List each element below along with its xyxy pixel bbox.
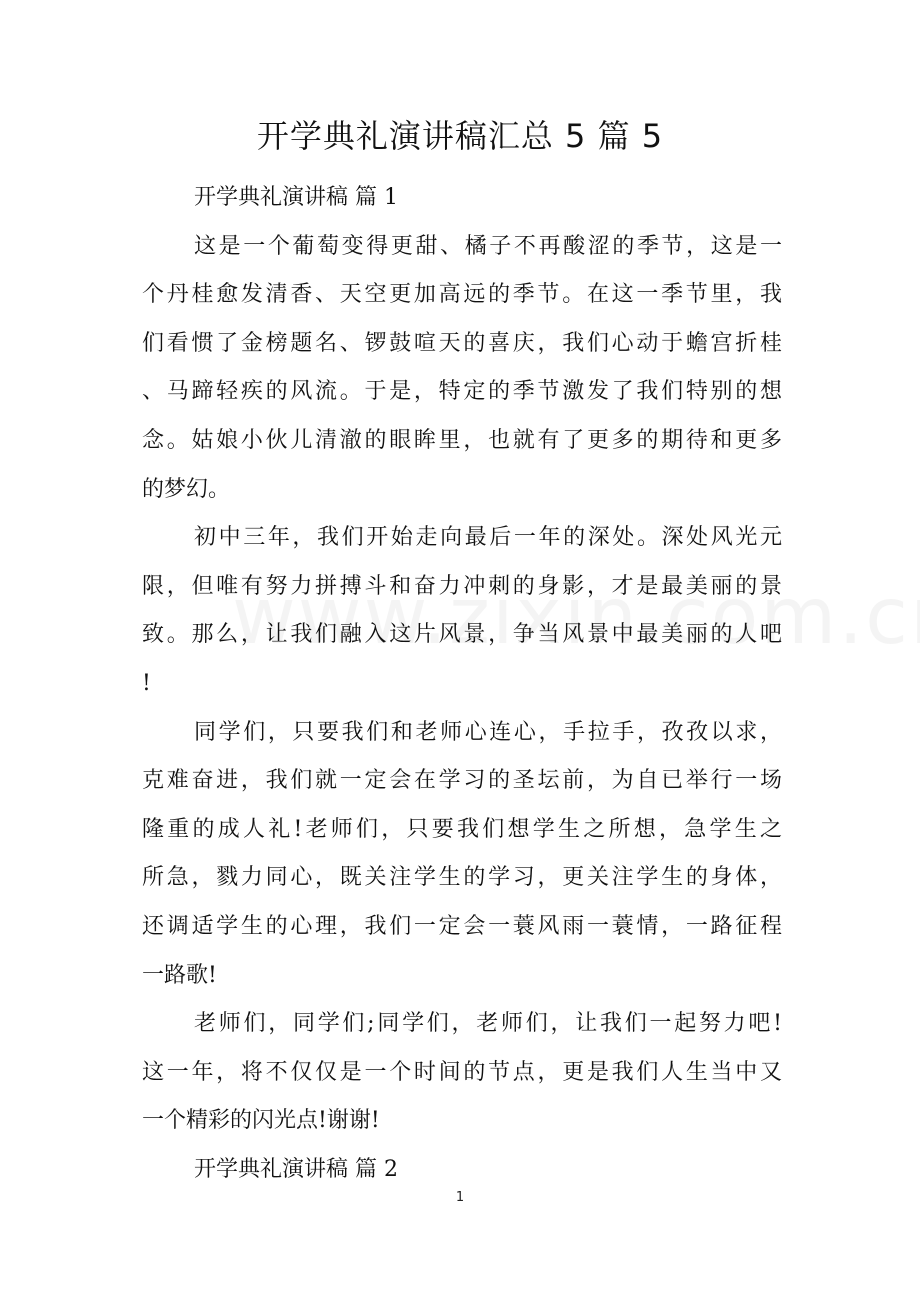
paragraph-line: 致。那么，让我们融入这片风景，争当风景中最美丽的人吧	[142, 622, 782, 648]
paragraph-line: 初中三年，我们开始走向最后一年的深处。深处风光元	[194, 525, 782, 551]
paragraph-line: 限，但唯有努力拼搏斗和奋力冲刺的身影，才是最美丽的景	[142, 573, 782, 599]
paragraph-line: !	[142, 670, 151, 696]
paragraph-line: 克难奋进，我们就一定会在学习的圣坛前，为自已举行一场	[142, 768, 782, 794]
page-number: 1	[455, 1190, 465, 1205]
section-heading-2: 开学典礼演讲稿 篇 2	[194, 1156, 398, 1182]
paragraph-2	[142, 514, 782, 708]
paragraph-line: 、马蹄轻疾的风流。于是，特定的季节激发了我们特别的想	[142, 379, 782, 405]
paragraph-line: 这是一个葡萄变得更甜、橘子不再酸涩的季节，这是一	[194, 233, 782, 259]
paragraph-line: 隆重的成人礼!老师们，只要我们想学生之所想，急学生之	[142, 816, 782, 842]
paragraph-3	[142, 709, 782, 1001]
paragraph-line: 这一年，将不仅仅是一个时间的节点，更是我们人生当中又	[142, 1059, 782, 1085]
paragraph-line: 一路歌!	[142, 962, 217, 988]
paragraph-line: 同学们，只要我们和老师心连心，手拉手，孜孜以求，	[194, 719, 782, 745]
paragraph-line: 所急，戮力同心，既关注学生的学习，更关注学生的身体，	[142, 865, 782, 891]
paragraph-line: 的梦幻。	[142, 476, 231, 502]
paragraph-4	[142, 1000, 782, 1146]
document-body	[142, 174, 782, 1194]
paragraph-line: 还调适学生的心理，我们一定会一蓑风雨一蓑情，一路征程	[142, 913, 782, 939]
paragraph-line: 老师们，同学们;同学们，老师们，让我们一起努力吧!	[194, 1011, 782, 1037]
paragraph-1	[142, 223, 782, 515]
paragraph-line: 念。姑娘小伙儿清澈的眼眸里，也就有了更多的期待和更多	[142, 427, 782, 453]
paragraph-line: 个丹桂愈发清香、天空更加高远的季节。在这一季节里，我	[142, 282, 782, 308]
document-title: 开学典礼演讲稿汇总 5 篇 5	[256, 117, 664, 155]
section-heading-1: 开学典礼演讲稿 篇 1	[194, 185, 398, 210]
paragraph-line: 们看惯了金榜题名、锣鼓喧天的喜庆，我们心动于蟾宫折桂	[142, 330, 782, 356]
paragraph-line: 一个精彩的闪光点!谢谢!	[142, 1108, 380, 1134]
